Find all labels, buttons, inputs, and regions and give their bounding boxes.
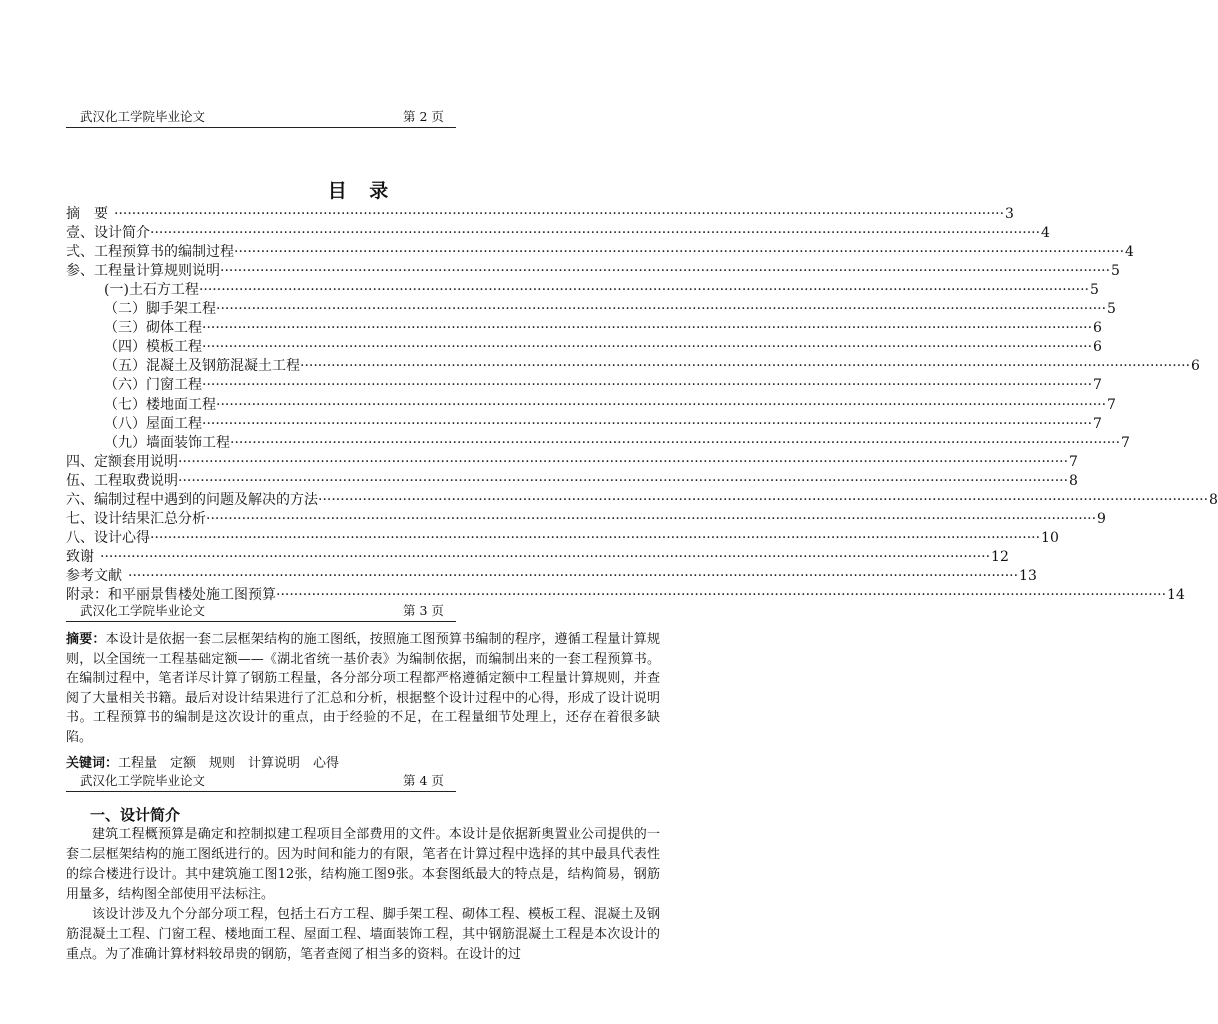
toc-entry-title: 编制过程中遇到的问题及解决的方法 xyxy=(94,491,318,508)
header-page: 第 4 页 xyxy=(403,773,444,788)
toc-entry-number: （七） xyxy=(104,396,146,413)
toc-leader-dots: ········································································································································································································ xyxy=(128,567,1019,584)
toc-entry-page: 8 xyxy=(1069,472,1078,489)
toc-entry-title: 屋面工程 xyxy=(146,415,202,432)
toc-entry-number: （四） xyxy=(104,339,146,356)
toc-leader-dots: ········································································································································································································ xyxy=(300,358,1191,375)
toc-entry[interactable] xyxy=(104,338,1102,357)
toc-entry-page: 5 xyxy=(1089,282,1099,299)
toc-entry-title: 墙面装饰工程 xyxy=(146,434,230,451)
toc-leader-dots: ········································································································································································································ xyxy=(100,548,991,565)
toc-entry-number: 致谢 xyxy=(66,548,94,565)
toc-entry[interactable] xyxy=(66,548,1009,567)
toc-entry[interactable] xyxy=(66,262,1120,281)
toc-leader-dots: ········································································································································································································ xyxy=(198,282,1089,299)
toc-entry[interactable] xyxy=(104,319,1102,338)
toc-entry-page: 14 xyxy=(1167,587,1185,603)
header-school: 武汉化工学院毕业论文 xyxy=(80,603,206,618)
toc-entry-page: 6 xyxy=(1191,358,1200,375)
toc-entry-title: 土石方工程 xyxy=(128,282,199,299)
toc-entry-page: 13 xyxy=(1019,567,1037,584)
toc-leader-dots: ········································································································································································································ xyxy=(216,301,1107,318)
header-school: 武汉化工学院毕业论文 xyxy=(80,109,206,124)
toc-leader-dots: ········································································································································································································ xyxy=(114,206,1005,222)
toc-entry-number: 七、 xyxy=(66,510,94,527)
keywords xyxy=(66,754,339,773)
toc-entry[interactable] xyxy=(66,472,1078,491)
toc-leader-dots: ········································································································································································································ xyxy=(202,377,1093,394)
toc-leader-dots: ········································································································································································································ xyxy=(276,587,1167,603)
section-paragraph-2: 该设计涉及九个分部分项工程，包括土石方工程、脚手架工程、砌体工程、模板工程、混凝土及钢筋混凝土工程、门窗工程、楼地面工程、屋面工程、墙面装饰工程，其中钢筋混凝土工程是本次设计的重点。为了准确计算材料较昂贵的钢筋，笔者查阅了相当多的资料。在设计的过 xyxy=(66,907,660,962)
toc-entry-number: 八、 xyxy=(66,529,94,546)
toc-entry-title: 设计心得 xyxy=(94,529,150,546)
toc-entry[interactable] xyxy=(66,491,1218,510)
page-header-2 xyxy=(66,109,456,128)
abstract-text: 本设计是依据一套二层框架结构的施工图纸，按照施工图预算书编制的程序，遵循工程量计算规则，以全国统一工程基础定额——《湖北省统一基价表》为编制依据，而编制出来的一套工程预算书。在编制过程中，笔者详尽计算了钢筋工程量，各分部分项工程都严格遵循定额中工程量计算规则，并查阅了大量相关书籍。最后对设计结果进行了汇总和分析，根据整个设计过程中的心得，形成了设计说明书。工程预算书的编制是这次设计的重点，由于经验的不足，在工程量细节处理上，还存在着很多缺陷。 xyxy=(66,632,660,745)
toc-leader-dots: ········································································································································································································ xyxy=(150,529,1041,546)
toc-entry-title: 设计结果汇总分析 xyxy=(94,510,206,527)
toc-entry-number: 弍、 xyxy=(66,244,94,261)
toc-entry-page: 6 xyxy=(1093,339,1102,356)
toc-entry[interactable] xyxy=(66,205,1014,224)
toc-entry-page: 7 xyxy=(1121,434,1130,451)
toc-entry-page: 5 xyxy=(1107,301,1116,318)
toc-entry-number: （五） xyxy=(104,358,146,375)
toc-entry-page: 7 xyxy=(1093,415,1102,432)
toc-entry-page: 7 xyxy=(1093,377,1102,394)
toc-entry-number: （八） xyxy=(104,415,146,432)
toc-entry-title: 工程预算书的编制过程 xyxy=(94,244,234,261)
toc-entry-number: 六、 xyxy=(66,491,94,508)
toc-entry-page: 5 xyxy=(1111,263,1120,280)
toc-leader-dots: ········································································································································································································ xyxy=(318,491,1209,508)
toc-entry-title: 工程取费说明 xyxy=(94,472,178,489)
toc-entry-number: （二） xyxy=(104,301,146,318)
toc-leader-dots: ········································································································································································································ xyxy=(150,225,1041,242)
header-page: 第 3 页 xyxy=(403,603,444,618)
toc-entry-page: 7 xyxy=(1107,396,1116,413)
toc-entry[interactable] xyxy=(104,300,1116,319)
toc-entry[interactable] xyxy=(104,281,1099,300)
keywords-label: 关键词： xyxy=(66,756,119,771)
toc-leader-dots: ········································································································································································································ xyxy=(234,244,1125,261)
toc-entry[interactable] xyxy=(66,224,1050,243)
toc-entry[interactable] xyxy=(66,243,1134,262)
section-heading: 一、设计简介 xyxy=(90,806,181,824)
toc-entry-page: 8 xyxy=(1209,491,1218,508)
abstract xyxy=(66,630,660,747)
toc-title: 目 录 xyxy=(327,180,397,202)
toc-leader-dots: ········································································································································································································ xyxy=(202,320,1093,337)
toc-leader-dots: ········································································································································································································ xyxy=(206,510,1097,527)
toc-entry-title: 楼地面工程 xyxy=(146,396,216,413)
toc-entry-number: 参考文献 xyxy=(66,567,122,584)
abstract-label: 摘要： xyxy=(66,632,106,647)
page-header-3 xyxy=(66,603,456,622)
toc-entry[interactable] xyxy=(66,567,1037,586)
toc-leader-dots: ········································································································································································································ xyxy=(216,396,1107,413)
toc-entry-number: 壹、 xyxy=(66,225,94,242)
toc-entry-title: 模板工程 xyxy=(146,339,202,356)
toc-entry-page: 10 xyxy=(1041,529,1059,546)
page-header-4 xyxy=(66,773,456,792)
toc-entry-page: 7 xyxy=(1069,453,1078,470)
toc-entry-number: 参、 xyxy=(66,263,94,280)
keywords-text: 工程量 定额 规则 计算说明 心得 xyxy=(118,756,340,771)
toc-entry-title: 定额套用说明 xyxy=(94,453,178,470)
section-paragraph-1: 建筑工程概预算是确定和控制拟建工程项目全部费用的文件。本设计是依据新奥置业公司提供的一套二层框架结构的施工图纸进行的。因为时间和能力的有限，笔者在计算过程中选择的其中最具代表性的综合楼进行设计。其中建筑施工图12张，结构施工图9张。本套图纸最大的特点是，结构简易，钢筋用量多，结构图全部使用平法标注。 xyxy=(66,827,660,902)
toc-entry[interactable] xyxy=(104,415,1102,434)
toc-entry-page: 12 xyxy=(991,548,1009,565)
toc-entry-number: 四、 xyxy=(66,453,94,470)
toc-entry-number: 伍、 xyxy=(66,472,94,489)
toc-entry-page: 4 xyxy=(1041,225,1050,242)
toc-entry-title: 混凝土及钢筋混凝土工程 xyxy=(146,358,300,375)
toc-entry[interactable] xyxy=(66,453,1078,472)
toc-entry-number: （三） xyxy=(104,320,146,337)
toc-leader-dots: ········································································································································································································ xyxy=(202,339,1093,356)
toc-entry-page: 9 xyxy=(1097,510,1106,527)
toc-entry-number: (一) xyxy=(104,282,129,299)
toc-entry[interactable] xyxy=(104,434,1130,453)
toc-entry-number: 摘 要 xyxy=(66,206,108,222)
toc-entry[interactable] xyxy=(104,376,1102,395)
toc-entry-title: 门窗工程 xyxy=(146,377,202,394)
toc-entry-number: （九） xyxy=(104,434,146,451)
header-page: 第 2 页 xyxy=(403,109,444,124)
toc-leader-dots: ········································································································································································································ xyxy=(202,415,1093,432)
toc-entry-number: （六） xyxy=(104,377,146,394)
toc-leader-dots: ········································································································································································································ xyxy=(220,263,1111,280)
toc-entry[interactable] xyxy=(66,510,1106,529)
toc-entry[interactable] xyxy=(104,396,1116,415)
toc-entry-title: 和平丽景售楼处施工图预算 xyxy=(108,587,276,603)
toc-entry[interactable] xyxy=(104,357,1200,376)
toc-entry-number: 附录： xyxy=(66,587,108,603)
toc-entry-title: 工程量计算规则说明 xyxy=(94,263,220,280)
toc-entry-title: 脚手架工程 xyxy=(146,301,216,318)
toc-entry[interactable] xyxy=(66,529,1059,548)
toc-entry-page: 3 xyxy=(1005,206,1014,222)
toc-entry-page: 4 xyxy=(1125,244,1134,261)
toc-leader-dots: ········································································································································································································ xyxy=(178,453,1069,470)
toc-leader-dots: ········································································································································································································ xyxy=(230,434,1121,451)
header-school: 武汉化工学院毕业论文 xyxy=(80,773,206,788)
toc-entry-title: 设计简介 xyxy=(94,225,150,242)
toc-entry-page: 6 xyxy=(1093,320,1102,337)
toc-entry-title: 砌体工程 xyxy=(146,320,202,337)
toc-leader-dots: ········································································································································································································ xyxy=(178,472,1069,489)
